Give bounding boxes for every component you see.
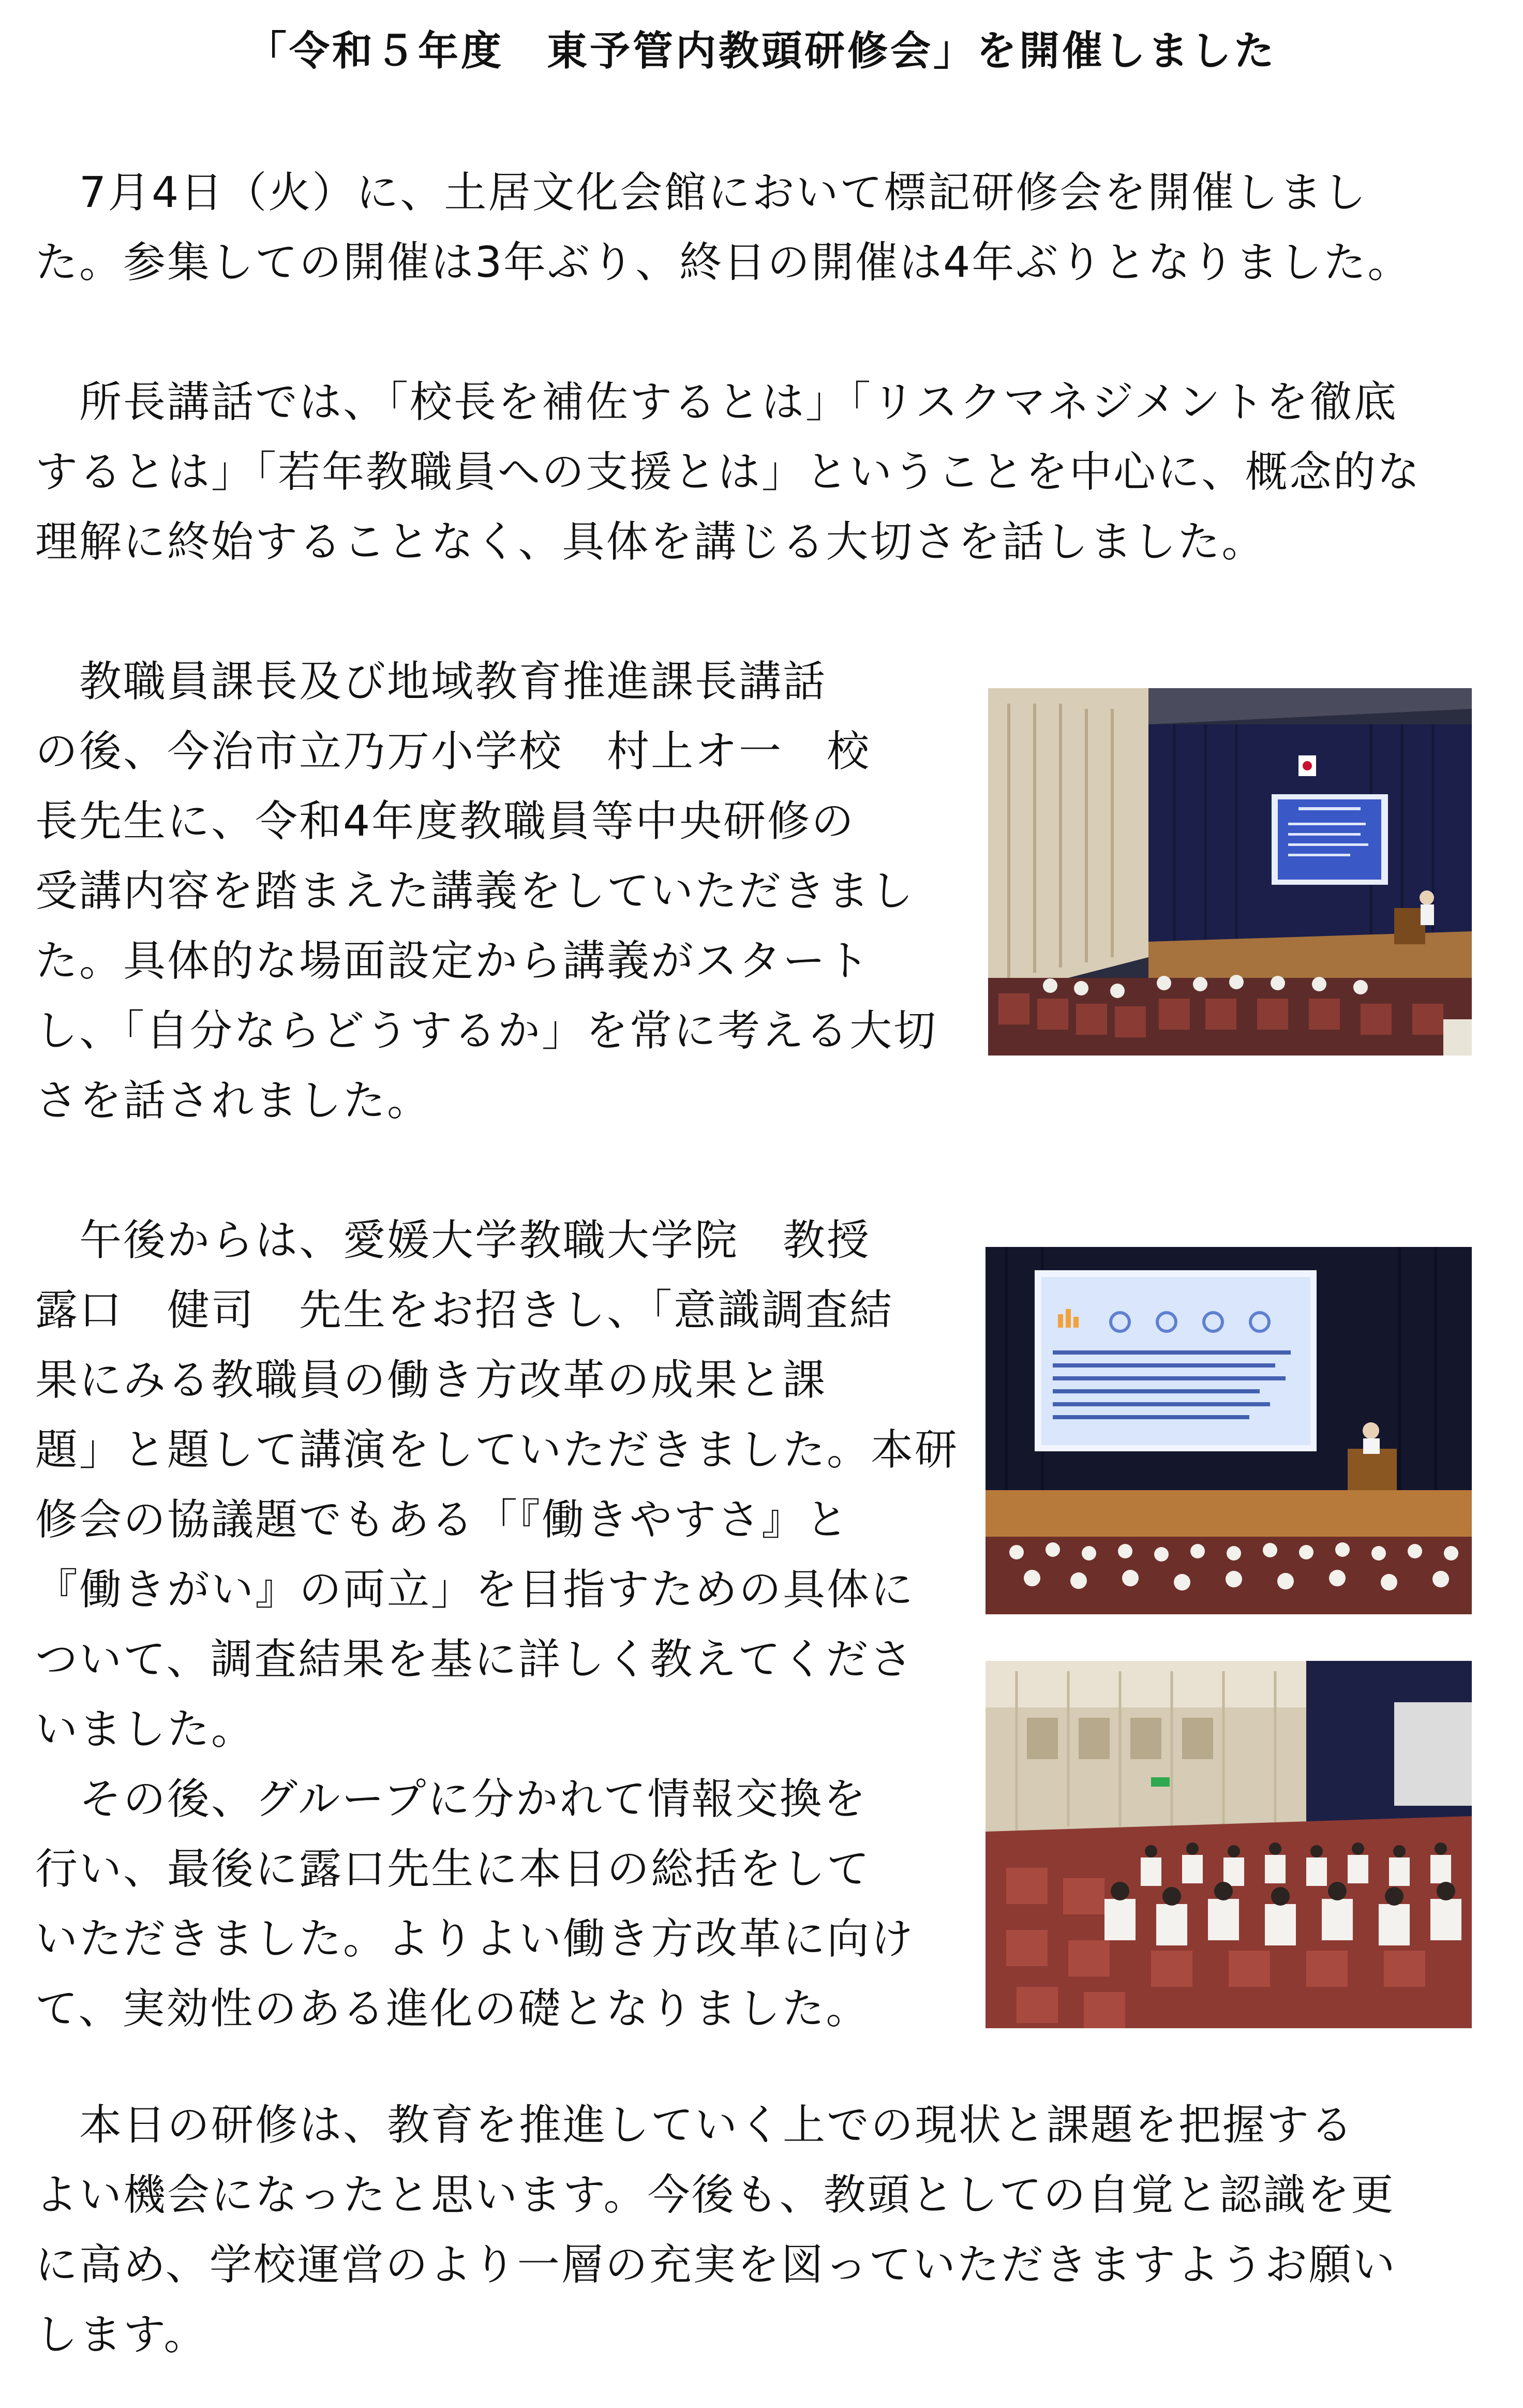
text-line: します。 <box>35 2310 208 2359</box>
text-line: 長先生に、令和4年度教職員等中央研修の <box>35 797 856 846</box>
text-line: た。参集しての開催は3年ぶり、終日の開催は4年ぶりとなりました。 <box>35 238 1412 287</box>
paragraph-closing <box>35 2090 1494 2370</box>
text-line: 午後からは、愛媛大学教職大学院 教授 <box>35 1216 871 1265</box>
text-line: 行い、最後に露口先生に本日の総括をして <box>35 1845 871 1894</box>
paragraph-intro <box>35 158 1494 298</box>
screen-presentation-illustration <box>986 1247 1472 1614</box>
text-line: た。具体的な場面設定から講義がスタート <box>35 937 871 986</box>
text-line: 果にみる教職員の働き方改革の成果と課 <box>35 1356 827 1405</box>
text-line: 題」と題して講演をしていただきました。本研 <box>35 1425 959 1475</box>
photo-hall-audience <box>986 1661 1472 2028</box>
photo-hall-stage <box>988 688 1472 1056</box>
text-line: さを話されました。 <box>35 1076 431 1125</box>
hall-stage-illustration <box>988 688 1472 1056</box>
text-line: ついて、調査結果を基に詳しく教えてくださ <box>35 1635 914 1684</box>
text-line: よい機会になったと思います。今後も、教頭としての自覚と認識を更 <box>35 2171 1395 2220</box>
audience-group-work-illustration <box>986 1661 1472 2028</box>
text-line: いただきました。よりよい働き方改革に向け <box>35 1914 915 1964</box>
paragraph-director-talk <box>35 367 1494 577</box>
photo-hall-screen <box>986 1247 1472 1614</box>
text-line: その後、グループに分かれて情報交換を <box>35 1775 868 1824</box>
text-line: し、「自分ならどうするか」を常に考える大切 <box>35 1006 938 1056</box>
text-line: するとは」「若年教職員への支援とは」ということを中心に、概念的な <box>35 448 1422 497</box>
text-line: 本日の研修は、教育を推進していく上での現状と課題を把握する <box>35 2101 1355 2150</box>
text-line: 理解に終始することなく、具体を講じる大切さを話しました。 <box>35 517 1266 567</box>
text-line: 受講内容を踏まえた講義をしていただきまし <box>35 867 915 916</box>
text-line: 露口 健司 先生をお招きし、「意識調査結 <box>35 1286 894 1335</box>
page-title: 「令和５年度 東予管内教頭研修会」を開催しました <box>246 28 1277 75</box>
text-line: 修会の協議題でもある「『働きやすさ』と <box>35 1495 850 1544</box>
text-line: 7月4日（火）に、土居文化会館において標記研修会を開催しまし <box>35 168 1368 217</box>
text-line: て、実効性のある進化の礎となりました。 <box>35 1984 870 2033</box>
paragraph-principal-lecture <box>35 647 956 1136</box>
text-line: いました。 <box>35 1705 256 1754</box>
text-line: に高め、学校運営のより一層の充実を図っていただきますようお願い <box>35 2240 1397 2290</box>
text-line: 『働きがい』の両立」を目指すための具体に <box>35 1565 915 1614</box>
paragraph-afternoon-lecture <box>35 1206 959 2044</box>
text-line: 教職員課長及び地域教育推進課長講話 <box>35 657 827 706</box>
text-line: 所長講話では、「校長を補佐するとは」「リスクマネジメントを徹底 <box>35 378 1398 427</box>
text-line: の後、今治市立乃万小学校 村上オ一 校 <box>35 727 871 776</box>
